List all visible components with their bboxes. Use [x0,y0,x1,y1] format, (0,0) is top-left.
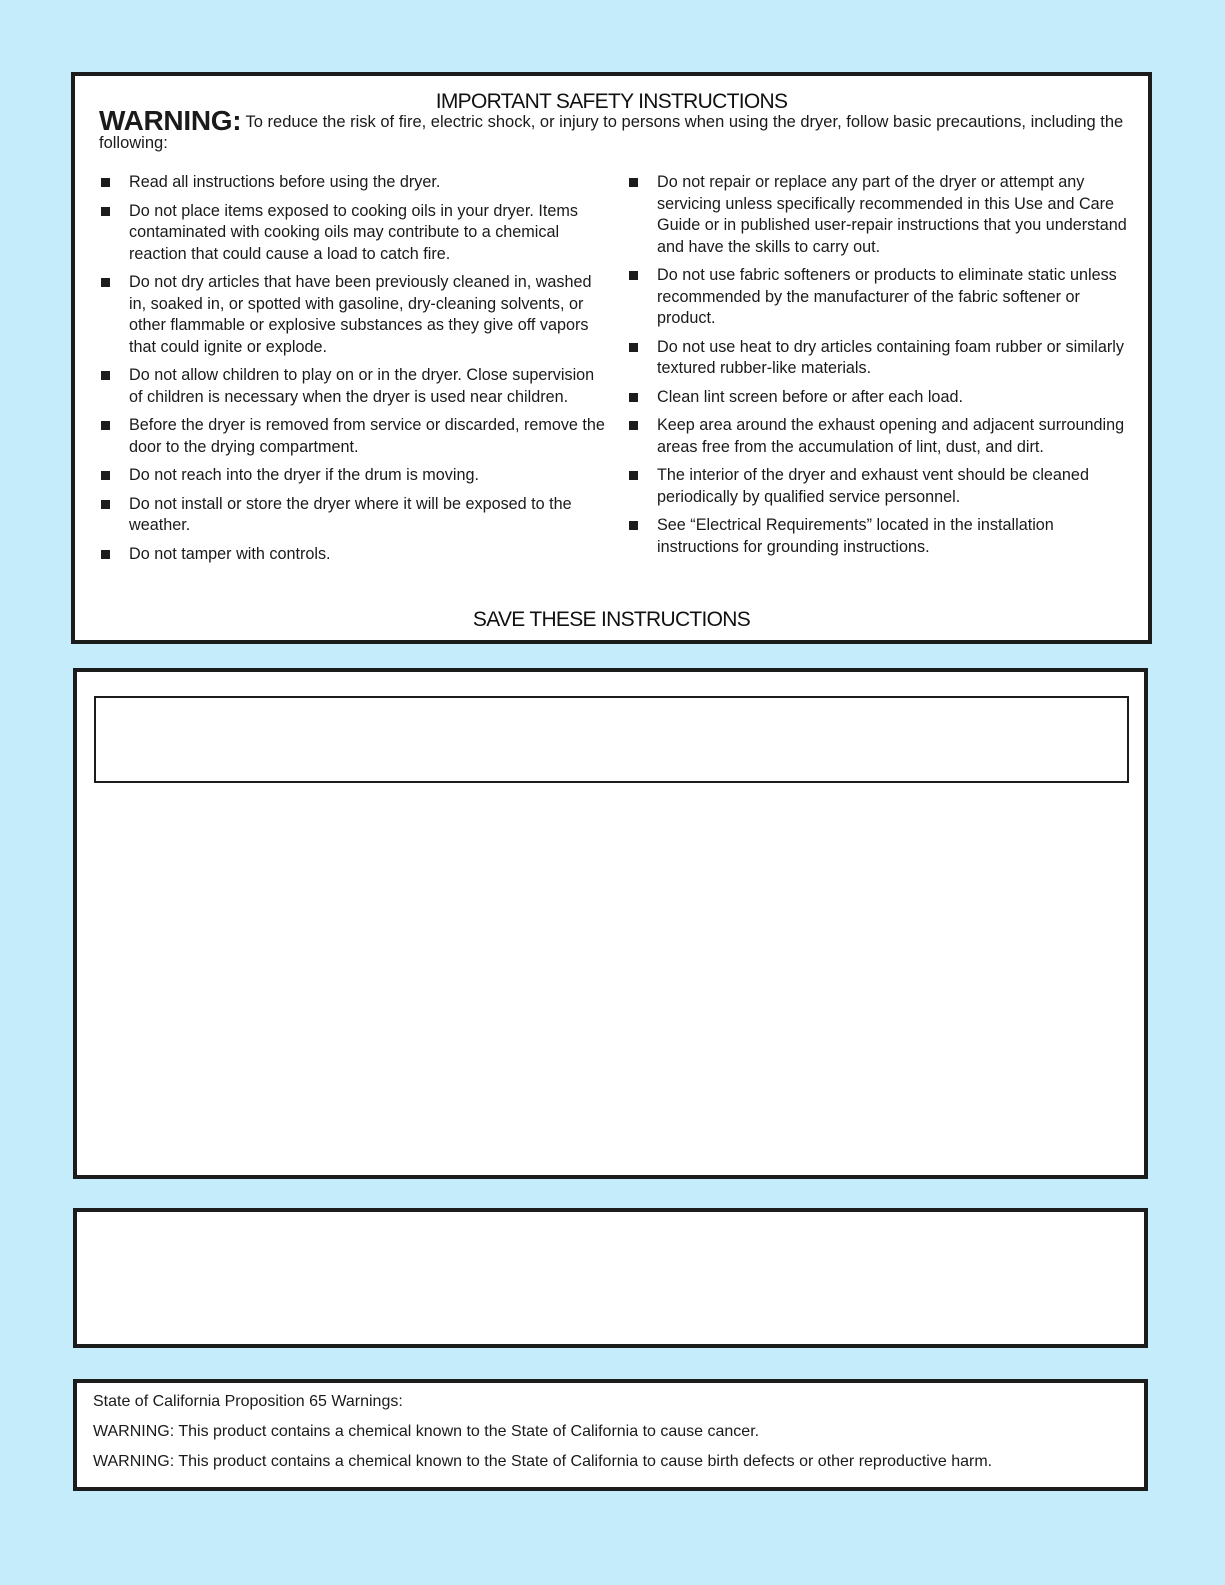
instruction-item: Do not dry articles that have been previously cleaned in, washed in, soaked in, or spotted with gasoline, dry-cleaning solvents, or other flammable or explosive substances as they give off vapors that could ignite or explode. [99,272,609,358]
instruction-item: Do not allow children to play on or in the dryer. Close supervision of children is necessary when the dryer is used near children. [99,365,609,408]
instruction-item: Do not reach into the dryer if the drum is moving. [99,465,609,487]
square-bullet-icon [629,421,638,430]
prop65-heading: State of California Proposition 65 Warnings: [93,1393,403,1410]
instruction-item: Clean lint screen before or after each load. [627,387,1127,409]
instruction-item: The interior of the dryer and exhaust vent should be cleaned periodically by qualified service personnel. [627,465,1127,508]
warning-label: WARNING: [99,105,242,136]
instruction-item: Do not tamper with controls. [99,544,609,566]
square-bullet-icon [101,207,110,216]
square-bullet-icon [629,271,638,280]
square-bullet-icon [101,371,110,380]
safety-instructions-box [71,72,1152,644]
square-bullet-icon [629,393,638,402]
square-bullet-icon [629,178,638,187]
save-instructions-title: SAVE THESE INSTRUCTIONS [472,608,751,631]
instruction-item: Do not repair or replace any part of the dryer or attempt any servicing unless specifically recommended in this Use and Care Guide or in published user-repair instructions that you understand and have the skills to carry out. [627,172,1127,258]
blank-small-box [73,1208,1148,1348]
square-bullet-icon [101,421,110,430]
blank-inner-box [94,696,1129,783]
square-bullet-icon [629,343,638,352]
instruction-item: Read all instructions before using the dryer. [99,172,609,194]
prop65-reproductive-warning: WARNING: This product contains a chemical known to the State of California to cause birth defects or other reproductive harm. [93,1453,993,1470]
instruction-item: Do not use fabric softeners or products to eliminate static unless recommended by the manufacturer of the fabric softener or product. [627,265,1127,330]
instruction-item: Before the dryer is removed from service or discarded, remove the door to the drying compartment. [99,415,609,458]
warning-text: To reduce the risk of fire, electric shock, or injury to persons when using the dryer, follow basic precautions, including the following: [99,113,1124,152]
blank-content-box [73,668,1148,1179]
square-bullet-icon [629,471,638,480]
safety-title: IMPORTANT SAFETY INSTRUCTIONS [435,90,788,113]
square-bullet-icon [101,500,110,509]
warning-intro [99,105,1129,154]
instructions-right-column [627,172,1127,565]
instruction-item: Do not install or store the dryer where it will be exposed to the weather. [99,494,609,537]
square-bullet-icon [629,521,638,530]
instruction-item: Do not use heat to dry articles containing foam rubber or similarly textured rubber-like materials. [627,337,1127,380]
prop65-cancer-warning: WARNING: This product contains a chemical known to the State of California to cause cancer. [93,1423,760,1440]
square-bullet-icon [101,278,110,287]
square-bullet-icon [101,178,110,187]
prop65-warnings-box [73,1379,1148,1491]
instruction-item: Keep area around the exhaust opening and adjacent surrounding areas free from the accumulation of lint, dust, and dirt. [627,415,1127,458]
instruction-item: Do not place items exposed to cooking oils in your dryer. Items contaminated with cooking oils may contribute to a chemical reaction that could cause a load to catch fire. [99,201,609,266]
square-bullet-icon [101,471,110,480]
instruction-item: See “Electrical Requirements” located in the installation instructions for grounding instructions. [627,515,1127,558]
instructions-left-column [99,172,609,572]
square-bullet-icon [101,550,110,559]
